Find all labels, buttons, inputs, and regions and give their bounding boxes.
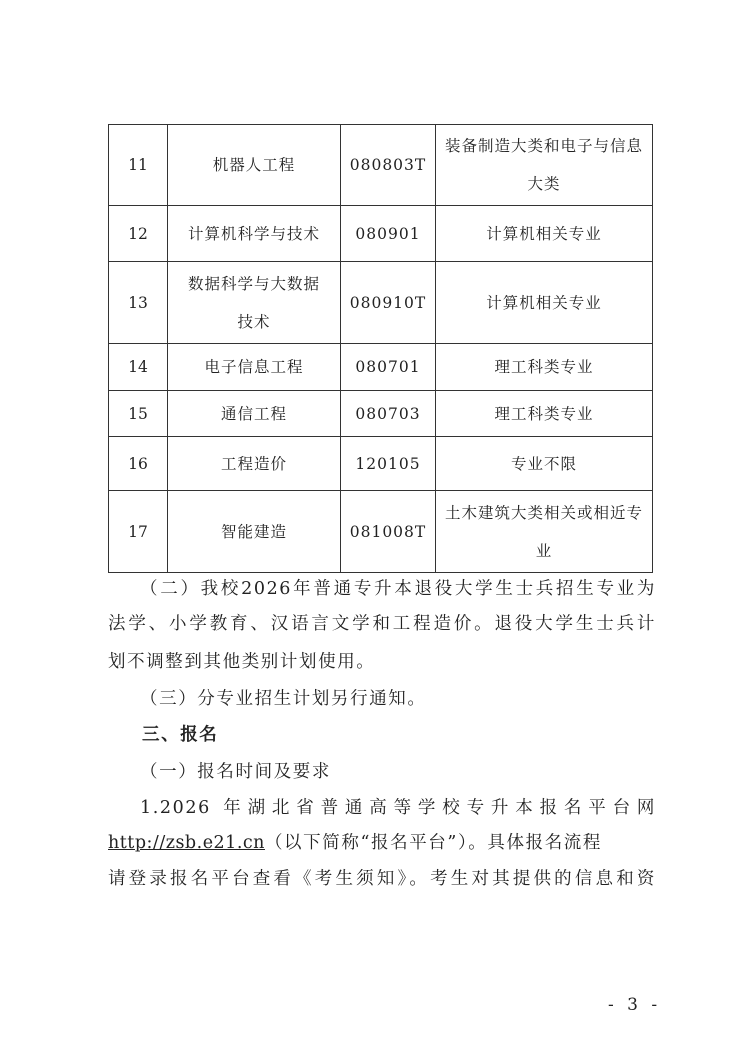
major-code: 080910T xyxy=(341,262,436,344)
majors-table xyxy=(108,124,653,573)
paragraph-veteran-line2: 法学、小学教育、汉语言文学和工程造价。退役大学生士兵计 xyxy=(108,614,656,634)
subheading-registration-time: （一）报名时间及要求 xyxy=(140,762,331,782)
item1-line1: 1.2026 年湖北省普通高等学校专升本报名平台网 xyxy=(140,798,656,818)
paragraph-veteran-line1: （二）我校2026年普通专升本退役大学生士兵招生专业为 xyxy=(140,579,656,599)
row-number: 16 xyxy=(109,437,168,491)
requirement-line2: 业 xyxy=(535,541,553,560)
table-row xyxy=(109,125,653,206)
major-code: 120105 xyxy=(341,437,436,491)
item1-line2-rest: （以下简称“报名平台”）。具体报名流程 xyxy=(264,833,602,853)
major-name xyxy=(168,125,341,206)
major-name xyxy=(168,262,341,344)
row-number: 14 xyxy=(109,344,168,391)
table-row xyxy=(109,206,653,262)
paragraph-plan-notice: （三）分专业招生计划另行通知。 xyxy=(140,689,427,709)
row-number: 11 xyxy=(109,125,168,206)
page-number: - 3 - xyxy=(608,995,662,1015)
major-code: 080701 xyxy=(341,344,436,391)
major-name: 计算机科学与技术 xyxy=(168,206,341,262)
major-name-line1: 数据科学与大数据 xyxy=(187,274,320,293)
requirement-line1: 土木建筑大类相关或相近专 xyxy=(444,503,643,522)
row-number: 17 xyxy=(109,491,168,573)
major-code: 080703 xyxy=(341,391,436,437)
item1-line3: 请登录报名平台查看《考生须知》。考生对其提供的信息和资 xyxy=(108,869,656,889)
major-name: 电子信息工程 xyxy=(168,344,341,391)
row-number: 12 xyxy=(109,206,168,262)
major-name-line2: 技术 xyxy=(237,312,271,331)
requirement: 理工科类专业 xyxy=(436,344,653,391)
table-row xyxy=(109,262,653,344)
item1-line2 xyxy=(108,833,656,853)
table-row xyxy=(109,344,653,391)
major-name: 智能建造 xyxy=(168,491,341,573)
paragraph-veteran-line3: 划不调整到其他类别计划使用。 xyxy=(108,652,376,672)
major-code: 081008T xyxy=(341,491,436,573)
registration-platform-link[interactable]: http://zsb.e21.cn xyxy=(108,833,265,853)
requirement-line2: 大类 xyxy=(527,175,561,193)
major-code: 080803T xyxy=(341,125,436,206)
major-code: 080901 xyxy=(341,206,436,262)
table-row xyxy=(109,437,653,491)
requirement xyxy=(436,125,653,206)
major-name: 工程造价 xyxy=(168,437,341,491)
section-heading-registration: 三、报名 xyxy=(142,725,219,745)
requirement: 专业不限 xyxy=(436,437,653,491)
table-row xyxy=(109,491,653,573)
requirement: 计算机相关专业 xyxy=(436,206,653,262)
major-name: 通信工程 xyxy=(168,391,341,437)
row-number: 13 xyxy=(109,262,168,344)
requirement: 理工科类专业 xyxy=(436,391,653,437)
table-row xyxy=(109,391,653,437)
requirement xyxy=(436,491,653,573)
major-name-line1: 机器人工程 xyxy=(212,156,296,174)
requirement: 计算机相关专业 xyxy=(436,262,653,344)
row-number: 15 xyxy=(109,391,168,437)
requirement-line1: 装备制造大类和电子与信息 xyxy=(444,137,643,155)
